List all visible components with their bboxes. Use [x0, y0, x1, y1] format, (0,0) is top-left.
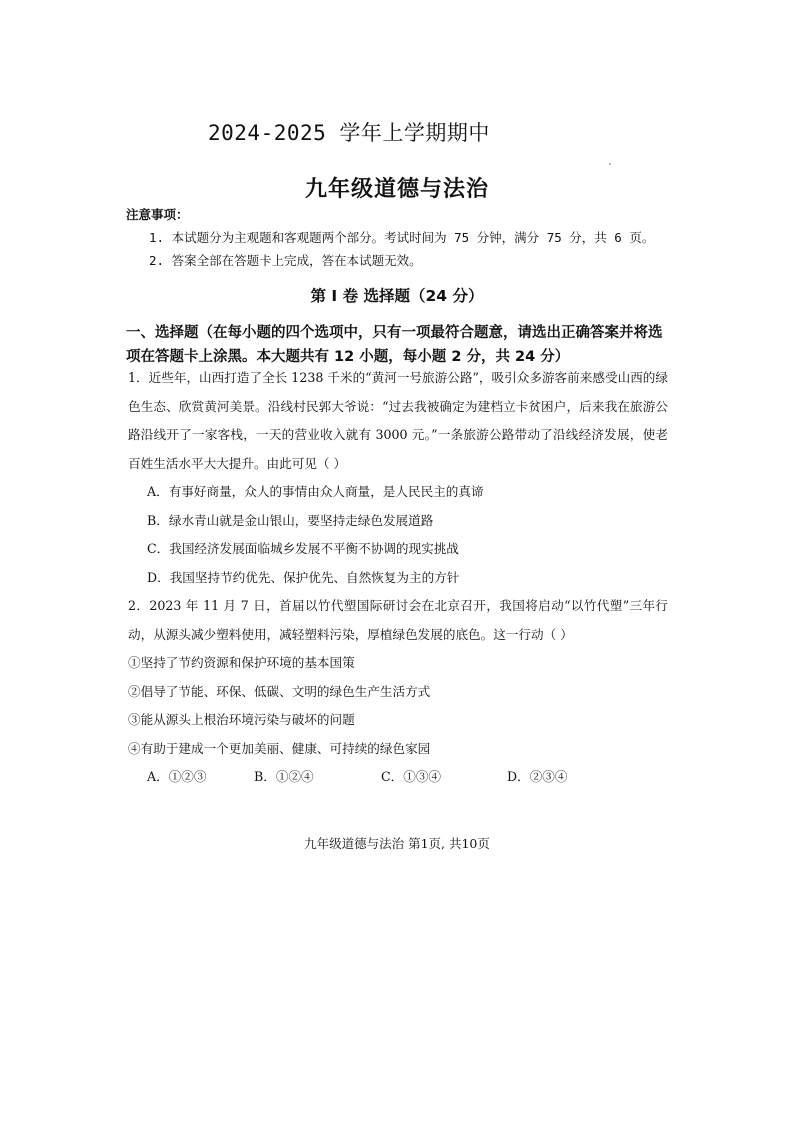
subject-title: 九年级道德与法治 — [304, 177, 489, 202]
questions-area — [128, 364, 668, 792]
notice-block — [126, 205, 654, 272]
choice-d: D．②③④ — [507, 769, 568, 784]
statement-3: ③能从源头上根治环境污染与破坏的问题 — [128, 712, 355, 727]
page-footer: 九年级道德与法治 第1页, 共10页 — [304, 836, 490, 851]
option-c: C．我国经济发展面临城乡发展不平衡不协调的现实挑战 — [147, 541, 459, 556]
choice-a: A．①②③ — [147, 769, 207, 784]
section-title: 一、选择题（在每小题的四个选项中，只有一项最符合题意，请选出正确答案并将选项在答题卡上涂黑。本大题共有 12 小题，每小题 2 分，共 24 分） — [126, 325, 663, 365]
option-a: A．有事好商量，众人的事情由众人商量，是人民民主的真谛 — [147, 484, 484, 499]
notice-item-1: 1. 本试题分为主观题和客观题两个部分。考试时间为 75 分钟，满分 75 分，共 6 页。 — [149, 230, 655, 245]
choice-b: B．①②④ — [254, 769, 314, 784]
notice-heading: 注意事项： — [126, 207, 189, 222]
choice-row — [128, 763, 668, 792]
statement-4: ④有助于建成一个更加美丽、健康、可持续的绿色家园 — [128, 740, 431, 756]
option-b: B．绿水青山就是金山银山，要坚持走绿色发展道路 — [147, 512, 434, 528]
question-stem: 1．近些年，山西打造了全长 1238 千米的“黄河一号旅游公路”，吸引众多游客前来感受山西的绿色生态、欣赏黄河美景。沿线村民郭大爷说：“过去我被确定为建档立卡贫困户，后来我在旅游公路沿线开了一家客栈，一天的营业收入就有 3000 元。”一条旅游公路带动了沿线经济发展，使老百姓生活水平大大提升。由此可见（ ） — [128, 370, 668, 471]
question-1 — [128, 364, 668, 592]
question-2 — [128, 592, 668, 792]
scan-speck — [609, 163, 611, 165]
notice-item-2: 2. 答案全部在答题卡上完成，答在本试题无效。 — [149, 253, 422, 268]
option-d: D．我国坚持节约优先、保护优先、自然恢复为主的方针 — [147, 569, 460, 585]
exam-title: 2024-2025 学年上学期期中 — [208, 121, 490, 145]
part-title: 第 I 卷 选择题（24 分） — [310, 287, 484, 305]
statement-2: ②倡导了节能、环保、低碳、文明的绿色生产生活方式 — [128, 683, 431, 699]
question-stem: 2．2023 年 11 月 7 日，首届以竹代塑国际研讨会在北京召开，我国将启动“以竹代塑”三年行动，从源头减少塑料使用，减轻塑料污染，厚植绿色发展的底色。这一行动（ ） — [128, 598, 668, 642]
choice-c: C．①③④ — [381, 769, 442, 784]
statement-1: ①坚持了节约资源和保护环境的基本国策 — [128, 655, 355, 670]
